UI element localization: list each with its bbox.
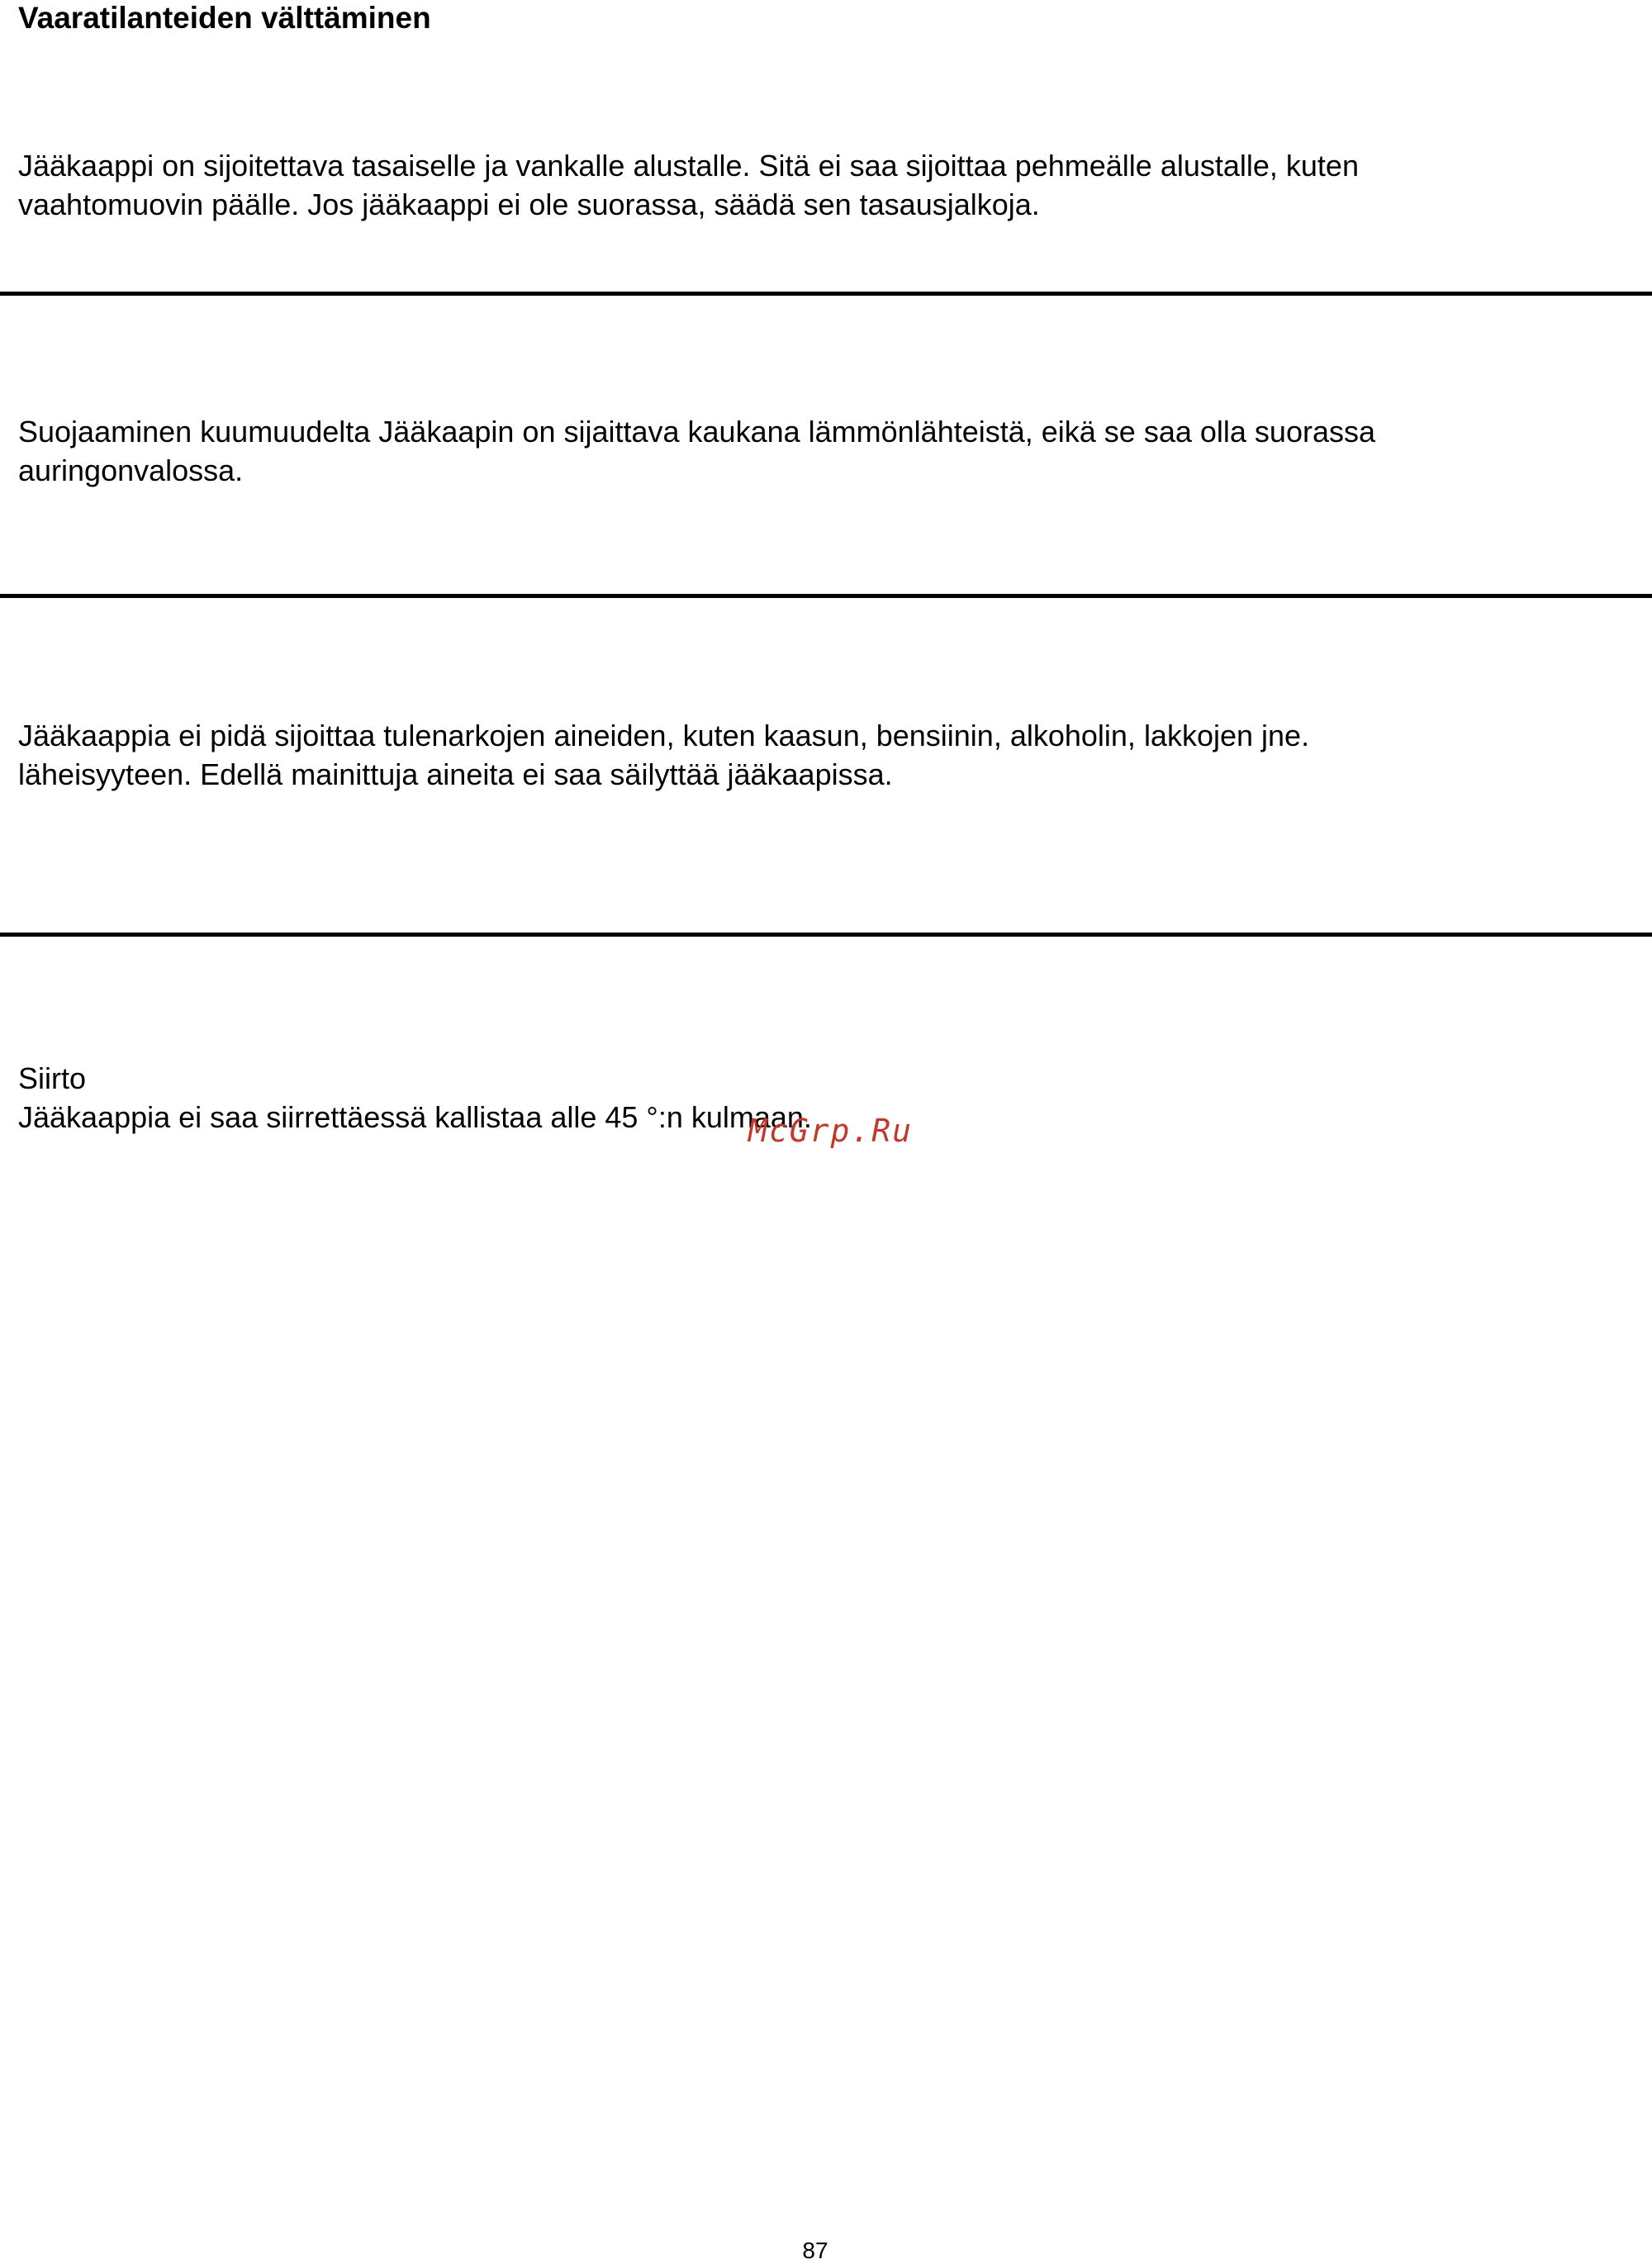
- page-number: 87: [802, 2238, 828, 2263]
- section-line: Jääkaappi on sijoitettava tasaiselle ja vankalle alustalle. Sitä ei saa sijoittaa pehmeälle alustalle, kuten: [18, 149, 1359, 183]
- section-line: Suojaaminen kuumuudelta Jääkaapin on sijaittava kaukana lämmönlähteistä, eikä se saa olla suorassa: [18, 415, 1375, 449]
- section-divider: [0, 933, 1652, 937]
- section-line: Jääkaappia ei saa siirrettäessä kallistaa alle 45 °:n kulmaan.: [18, 1100, 812, 1134]
- watermark: McGrp.Ru: [748, 1113, 914, 1149]
- section-flammable-substances: [18, 716, 1629, 794]
- section-heat-protection: [18, 412, 1629, 490]
- section-line: vaahtomuovin päälle. Jos jääkaappi ei ole suorassa, säädä sen tasausjalkoja.: [18, 187, 1040, 221]
- section-line: läheisyyteen. Edellä mainittuja aineita ei saa säilyttää jääkaapissa.: [18, 757, 893, 791]
- section-line: Jääkaappia ei pidä sijoittaa tulenarkojen aineiden, kuten kaasun, bensiinin, alkoholin, lakkojen jne.: [18, 719, 1310, 752]
- section-line: auringonvalossa.: [18, 453, 244, 487]
- page-title: Vaaratilanteiden välttäminen: [18, 1, 431, 35]
- section-level-surface: [18, 146, 1629, 224]
- section-divider: [0, 594, 1652, 598]
- section-heading-line: Siirto: [18, 1061, 87, 1095]
- section-divider: [0, 292, 1652, 296]
